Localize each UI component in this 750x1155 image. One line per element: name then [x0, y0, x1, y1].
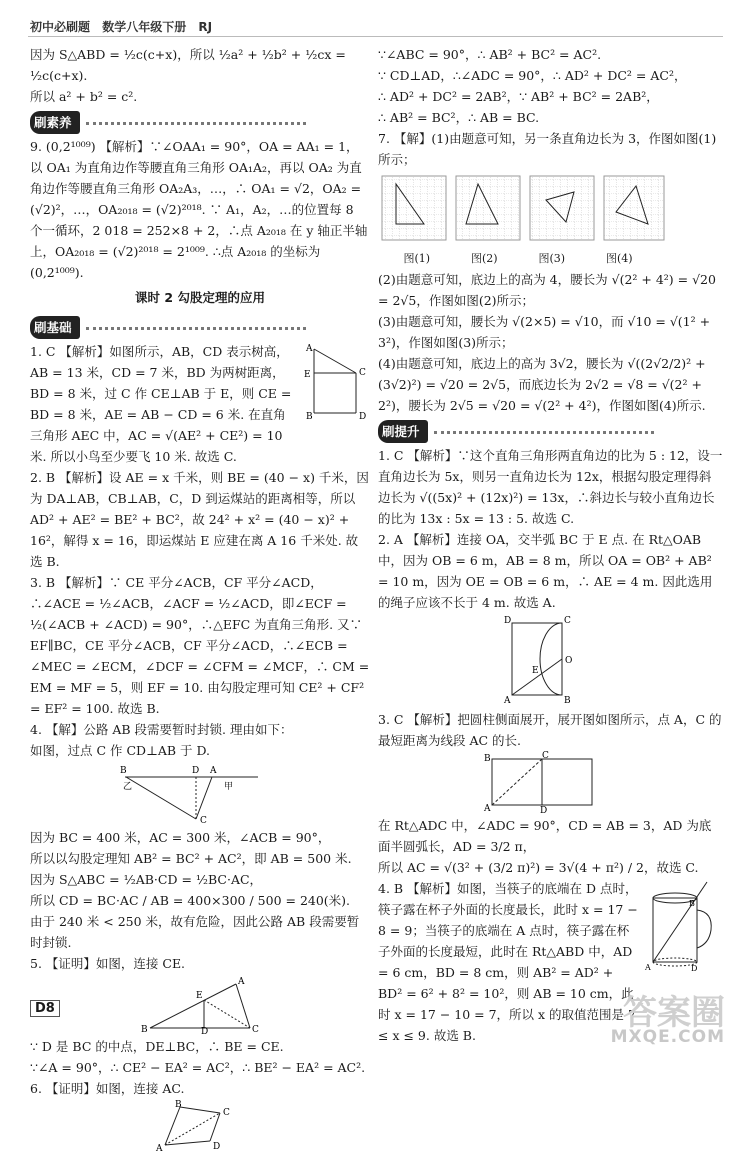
proof-line-2: ∵ CD⊥AD，∴∠ADC = 90°，∴ AD² + DC² = AC²， — [378, 68, 687, 83]
fig-label: B — [120, 766, 127, 776]
question-4-advanced: 4. B 【解析】如图，当筷子的底端在 D 点时，筷子露在杯子外面的长度最长，此时 x = 17 − 8 = 9；当筷子的底端在 A 点时，筷子露在杯子外面的长度最短，此时在 Rt△ABD 中，AD = 6 cm，BD = 8 cm，则 AB² = AD² + BD² = 6² + 8² = 10²，则 AB = 10 cm，此时 x = 17 − 10 = 7，所以 x 的取值范围是 7 ≤ x ≤ 9. 故选 B. — [378, 881, 638, 1043]
watermark-logo: 答案圈 — [623, 993, 725, 1033]
fig-label: D — [192, 766, 200, 776]
fig-label: O — [565, 656, 573, 666]
question-7-part-2: (2)由题意可知，底边上的高为 4，腰长为 √(2² + 4²) = √20 = 2√5，作图如图(2)所示； — [378, 272, 716, 308]
fig-label: D — [540, 806, 548, 816]
q6-quadrilateral-figure — [30, 1101, 270, 1153]
fig-label: D — [201, 1027, 209, 1037]
question-9: 9. (0,2¹⁰⁰⁹) 【解析】∵∠OAA₁ = 90°，OA = AA₁ = 1，以 OA₁ 为直角边作等腰直角三角形 OA₁A₂，再以 OA₂ 为直角边作等腰直角三角形 OA₂A₃，…，∴ OA₁ = √2，OA₂ = (√2)²，…，OA₂₀₁₈ = (√2)²⁰¹⁸. ∵ A₁，A₂，…的位置每 8 个一循环，2 018 = 252×8 + 2，∴点 A₂₀₁₈ 在 y 轴正半轴上，OA₂₀₁₈ = (√2)²⁰¹⁸ = 2¹⁰⁰⁹. ∴点 A₂₀₁₈ 的坐标为 (0,2¹⁰⁰⁹). — [30, 139, 368, 280]
question-1: 1. C 【解析】如图所示，AB，CD 表示树高，AB = 13 米，CD = 7 米，BD 为两树距离，BD = 8 米，过 C 作 CE⊥AB 于 E，则 CE = BD = 8 米，AE = AB − CD = 6 米. 在直角三角形 AEC 中，AC = √(AE² + CE²) = 10 米. 所以小鸟至少要飞 10 米. 故选 C. — [30, 344, 292, 464]
fig-label: C — [564, 616, 571, 626]
dotted-rule — [86, 122, 306, 125]
fig-label: E — [532, 666, 539, 676]
caption-2: 图(2) — [470, 252, 498, 265]
question-4-line-1: 因为 BC = 400 米，AC = 300 米，∠ACB = 90°， — [30, 830, 331, 845]
fig-label: C — [223, 1108, 230, 1118]
fig-label: B — [141, 1025, 148, 1035]
intro-line-2: 所以 a² + b² = c². — [30, 89, 138, 104]
fig-label: B — [175, 1100, 182, 1110]
header-divider — [28, 36, 723, 37]
fig-label: C — [542, 751, 549, 761]
fig-label: D — [359, 412, 367, 422]
fig-label: 乙 — [123, 782, 133, 792]
subject-title: 数学八年级下册 — [102, 20, 187, 34]
question-4-intro: 4. 【解】公路 AB 段需要暂时封锁. 理由如下： — [30, 722, 293, 737]
right-column — [378, 44, 723, 1046]
fig-label: B — [689, 899, 695, 908]
fig-label: D — [691, 964, 698, 973]
q7-grid-figures — [378, 172, 668, 246]
fig-label: C — [359, 368, 366, 378]
question-1-advanced: 1. C 【解析】∵这个直角三角形两直角边的比为 5 : 12，设一直角边长为 5x，则另一直角边长为 12x，根据勾股定理得斜边长为 √((5x)² + (12x)²) = 13x，∴斜边长与较小直角边长的比为 13x : 5x = 13 : 5. 故选 C. — [378, 448, 723, 526]
proof-line-4: ∴ AB² = BC²，∴ AB = BC. — [378, 110, 540, 125]
question-7-part-3: (3)由题意可知，腰长为 √(2×5) = √10，而 √10 = √(1² + 3²)，作图如图(3)所示； — [378, 314, 711, 350]
q5-triangle-figure — [30, 976, 270, 1037]
fig-label: B — [484, 754, 491, 764]
dotted-rule — [434, 431, 654, 434]
dotted-rule — [86, 327, 306, 330]
q7-captions — [383, 248, 653, 269]
question-5-line-1: ∵ D 是 BC 的中点，DE⊥BC，∴ BE = CE. — [30, 1039, 284, 1054]
intro-line-1: 因为 S△ABD = ½c(c+x)，所以 ½a² + ½b² + ½cx = ½c(c+x). — [30, 47, 346, 83]
question-4-line-2: 所以以勾股定理知 AB² = BC² + AC²，即 AB = 500 米. — [30, 851, 352, 866]
question-4-line-4: 所以 CD = BC·AC / AB = 400×300 / 500 = 240(米). — [30, 893, 351, 908]
question-2: 2. B 【解析】设 AE = x 千米，则 BE = (40 − x) 千米，因为 DA⊥AB，CB⊥AB，C，D 到运煤站的距离相等，所以 AD² + AE² = BE² + BC²，故 24² + x² = (40 − x)² + 16²，解得 x = 16，即运煤站 E 应建在离 A 16 千米处. 故选 B. — [30, 470, 369, 569]
q3-unrolled-cylinder-figure — [478, 751, 698, 816]
fig-label: E — [196, 991, 203, 1001]
question-3: 3. B 【解析】∵ CE 平分∠ACB，CF 平分∠ACD，∴∠ACE = ½∠ACB，∠ACF = ½∠ACD，即∠ECF = ½(∠ACB + ∠ACD) = 90°，∴△EFC 为直角三角形. 又∵ EF∥BC，CE 平分∠ACB，CF 平分∠ACD，∴∠ECB = ∠MEC = ∠ECM，∠DCF = ∠CFM = ∠MCF，∴ CM = EM = MF = 5，则 EF = 10. 由勾股定理可知 CE² + CF² = EF² = 100. 故选 B. — [30, 575, 370, 716]
fig-label: B — [564, 696, 571, 706]
question-5-line-2: ∵∠A = 90°，∴ CE² − EA² = AC²，∴ BE² − EA² = AC². — [30, 1060, 366, 1075]
lesson-title: 课时 2 勾股定理的应用 — [135, 290, 265, 305]
question-7-part-4: (4)由题意可知，底边上的高为 3√2，腰长为 √((2√2/2)² + (3√2)²) = √20 = 2√5，而底边长为 2√2 = √8 = √(2² + 2²)，腰长为 2√5 = √20 = √(2² + 4²)，作图如图(4)所示. — [378, 356, 706, 413]
section-tag-tisheng: 刷提升 — [378, 420, 428, 443]
proof-line-1: ∵∠ABC = 90°，∴ AB² + BC² = AC². — [378, 47, 602, 62]
caption-3: 图(3) — [538, 252, 566, 265]
q2-semicircle-figure — [498, 615, 698, 707]
question-5-intro: 5. 【证明】如图，连接 CE. — [30, 956, 186, 971]
question-6: 6. 【证明】如图，连接 AC. — [30, 1081, 185, 1096]
fig-label: B — [306, 412, 313, 422]
fig-label: C — [252, 1025, 259, 1035]
fig-label: A — [484, 804, 491, 814]
question-4-step: 如图，过点 C 作 CD⊥AB 于 D. — [30, 743, 211, 758]
fig-label: D — [504, 616, 512, 626]
fig-label: C — [200, 816, 207, 826]
fig-label: A — [504, 696, 511, 706]
question-3-step-2: 所以 AC = √(3² + (3/2 π)²) = 3√(4 + π²) / 2，故选 C. — [378, 860, 699, 875]
q1-tree-figure — [304, 341, 374, 422]
question-7: 7. 【解】(1)由题意可知，另一条直角边长为 3，作图如图(1)所示； — [378, 131, 717, 167]
section-tag-jichu: 刷基础 — [30, 316, 80, 339]
edition-label: RJ — [198, 20, 213, 34]
question-3-step-1: 在 Rt△ADC 中，∠ADC = 90°，CD = AB = 3，AD 为底面半圆弧长，AD = 3/2 π， — [378, 818, 712, 854]
fig-label: E — [304, 370, 311, 380]
section-tag-suyang: 刷素养 — [30, 111, 80, 134]
page-header — [30, 18, 220, 35]
question-4-line-3: 因为 S△ABC = ½AB·CD = ½BC·AC， — [30, 872, 263, 887]
page-number: D8 — [30, 1000, 60, 1017]
fig-label: A — [238, 977, 245, 987]
caption-4: 图(4) — [605, 252, 633, 265]
question-2-advanced: 2. A 【解析】连接 OA，交半弧 BC 于 E 点. 在 Rt△OAB 中，因为 OB = 6 m，AB = 8 m，所以 OA = OB² + AB² = 10 m，因为 OE = OB = 6 m，∴ AE = 4 m. 因此选用的绳子应该不长于 4 m. 故选 A. — [378, 532, 713, 610]
proof-line-3: ∴ AD² + DC² = 2AB²，∵ AB² + BC² = 2AB²， — [378, 89, 659, 104]
q4-cup-chopstick-figure — [645, 878, 723, 973]
watermark-url: MXQE.COM — [610, 1027, 725, 1047]
left-column — [30, 44, 370, 1155]
question-3-intro: 3. C 【解析】把圆柱侧面展开，展开图如图所示，点 A，C 的最短距离为线段 AC 的长. — [378, 712, 722, 748]
caption-1: 图(1) — [403, 252, 431, 265]
fig-label: A — [156, 1144, 163, 1154]
fig-label: D — [213, 1142, 221, 1152]
fig-label: A — [210, 766, 217, 776]
fig-label: A — [645, 963, 651, 972]
q4-road-figure — [30, 763, 260, 825]
book-title: 初中必刷题 — [30, 20, 91, 34]
fig-label: 甲 — [224, 782, 234, 792]
fig-label: A — [306, 344, 313, 354]
question-4-line-5: 由于 240 米 < 250 米，故有危险，因此公路 AB 段需要暂时封锁. — [30, 914, 360, 950]
